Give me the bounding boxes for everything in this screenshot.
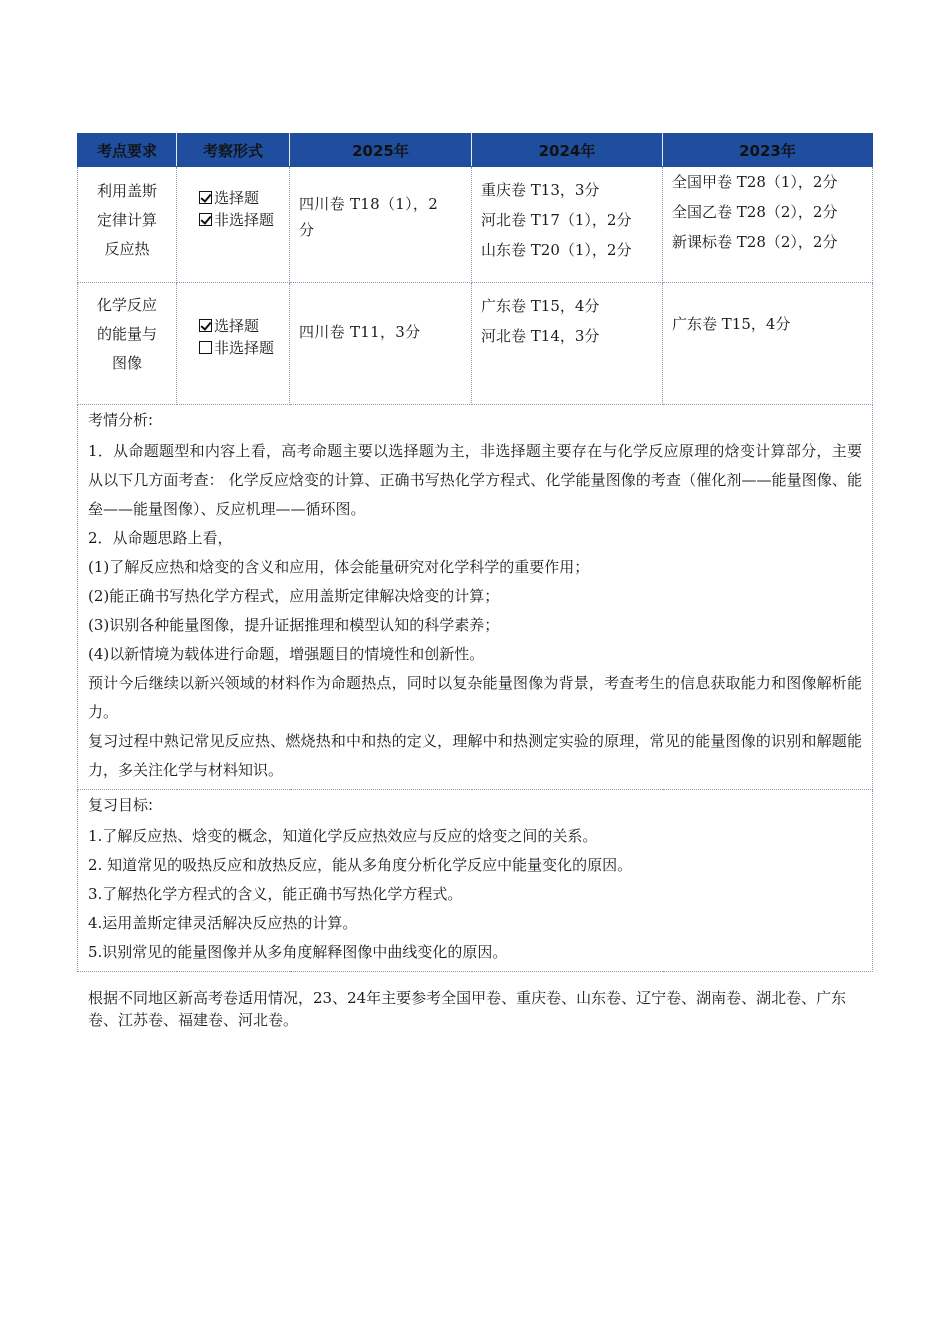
- option-label: 非选择题: [214, 339, 275, 357]
- checkbox-checked-icon: [199, 319, 212, 332]
- cell-2024: [472, 167, 663, 283]
- goal-item: 1.了解反应热、焓变的概念，知道化学反应热效应与反应的焓变之间的关系。: [88, 827, 598, 845]
- cell-2023: [663, 283, 873, 405]
- option-label: 选择题: [214, 189, 260, 207]
- topic-line: 定律计算: [96, 211, 157, 229]
- exam-entry: 重庆卷 T13，3分: [481, 181, 600, 199]
- topic-line: 反应热: [104, 240, 150, 258]
- analysis-paragraph: (3)识别各种能量图像，提升证据推理和模型认知的科学素养；: [88, 616, 500, 634]
- goals-row: [78, 790, 873, 972]
- analysis-section: [78, 405, 873, 790]
- table-row: [78, 167, 873, 283]
- exam-entry: 广东卷 T15，4分: [672, 315, 791, 333]
- exam-entry: 全国甲卷 T28（1），2分: [672, 173, 838, 191]
- goals-section: [78, 790, 873, 972]
- exam-overview: [77, 133, 872, 972]
- topic-cell: [78, 283, 177, 405]
- header-2024: 2024年: [472, 134, 663, 167]
- table-row: [78, 283, 873, 405]
- analysis-paragraph: (4)以新情境为载体进行命题，增强题目的情境性和创新性。: [88, 645, 485, 663]
- analysis-title: 考情分析:: [88, 411, 154, 429]
- topic-line: 的能量与: [96, 325, 157, 343]
- topic-line: 化学反应: [96, 296, 157, 314]
- form-cell: [177, 167, 290, 283]
- exam-entry: 山东卷 T20（1），2分: [481, 241, 632, 259]
- form-cell: [177, 283, 290, 405]
- exam-entry: 广东卷 T15，4分: [481, 297, 600, 315]
- topic-line: 图像: [111, 354, 142, 372]
- analysis-paragraph: (2)能正确书写热化学方程式，应用盖斯定律解决焓变的计算；: [88, 587, 500, 605]
- checkbox-checked-icon: [199, 191, 212, 204]
- goal-item: 4.运用盖斯定律灵活解决反应热的计算。: [88, 914, 358, 932]
- topic-line: 利用盖斯: [96, 182, 157, 200]
- analysis-paragraph: (1)了解反应热和焓变的含义和应用，体会能量研究对化学科学的重要作用；: [88, 558, 590, 576]
- analysis-paragraph: 1．从命题题型和内容上看，高考命题主要以选择题为主，非选择题主要存在与化学反应原理的焓变计算部分，主要从以下几方面考查： 化学反应焓变的计算、正确书写热化学方程式、化学能量图像的考查（催化剂——能量图像、能垒——能量图像）、反应机理——循环图。: [88, 442, 862, 518]
- header-2023: 2023年: [663, 134, 873, 167]
- exam-entry: 河北卷 T17（1），2分: [481, 211, 632, 229]
- cell-2025: [290, 167, 472, 283]
- goal-item: 3.了解热化学方程式的含义，能正确书写热化学方程式。: [88, 885, 463, 903]
- option-label: 选择题: [214, 317, 260, 335]
- exam-entry: 四川卷 T18（1），2: [299, 195, 439, 213]
- analysis-paragraph: 复习过程中熟记常见反应热、燃烧热和中和热的定义，理解中和热测定实验的原理，常见的能量图像的识别和解题能力，多关注化学与材料知识。: [88, 732, 862, 779]
- topic-cell: [78, 167, 177, 283]
- exam-entry: 分: [299, 221, 315, 239]
- goals-title: 复习目标:: [88, 796, 154, 814]
- goal-item: 5.识别常见的能量图像并从多角度解释图像中曲线变化的原因。: [88, 943, 508, 961]
- option-nonchoice: [199, 337, 289, 359]
- header-form: 考察形式: [177, 134, 290, 167]
- header-topic: 考点要求: [78, 134, 177, 167]
- analysis-paragraph: 2．从命题思路上看，: [88, 529, 233, 547]
- cell-2025: [290, 283, 472, 405]
- option-nonchoice: [199, 209, 289, 231]
- option-choice: [199, 315, 289, 337]
- checkbox-checked-icon: [199, 213, 212, 226]
- checkbox-empty-icon: [199, 341, 212, 354]
- exam-table: [77, 133, 873, 972]
- exam-entry: 河北卷 T14，3分: [481, 327, 600, 345]
- goal-item: 2. 知道常见的吸热反应和放热反应，能从多角度分析化学反应中能量变化的原因。: [88, 856, 633, 874]
- exam-entry: 四川卷 T11，3分: [299, 323, 421, 341]
- table-header-row: [78, 134, 873, 167]
- exam-entry: 新课标卷 T28（2），2分: [672, 233, 838, 251]
- cell-2023: [663, 167, 873, 283]
- option-choice: [199, 187, 289, 209]
- exam-entry: 全国乙卷 T28（2），2分: [672, 203, 838, 221]
- cell-2024: [472, 283, 663, 405]
- analysis-row: [78, 405, 873, 790]
- option-label: 非选择题: [214, 211, 275, 229]
- analysis-paragraph: 预计今后继续以新兴领域的材料作为命题热点，同时以复杂能量图像为背景，考查考生的信息获取能力和图像解析能力。: [88, 674, 862, 721]
- header-2025: 2025年: [290, 134, 472, 167]
- reference-note: 根据不同地区新高考卷适用情况，23、24年主要参考全国甲卷、重庆卷、山东卷、辽宁卷、湖南卷、湖北卷、广东卷、江苏卷、福建卷、河北卷。: [88, 989, 847, 1029]
